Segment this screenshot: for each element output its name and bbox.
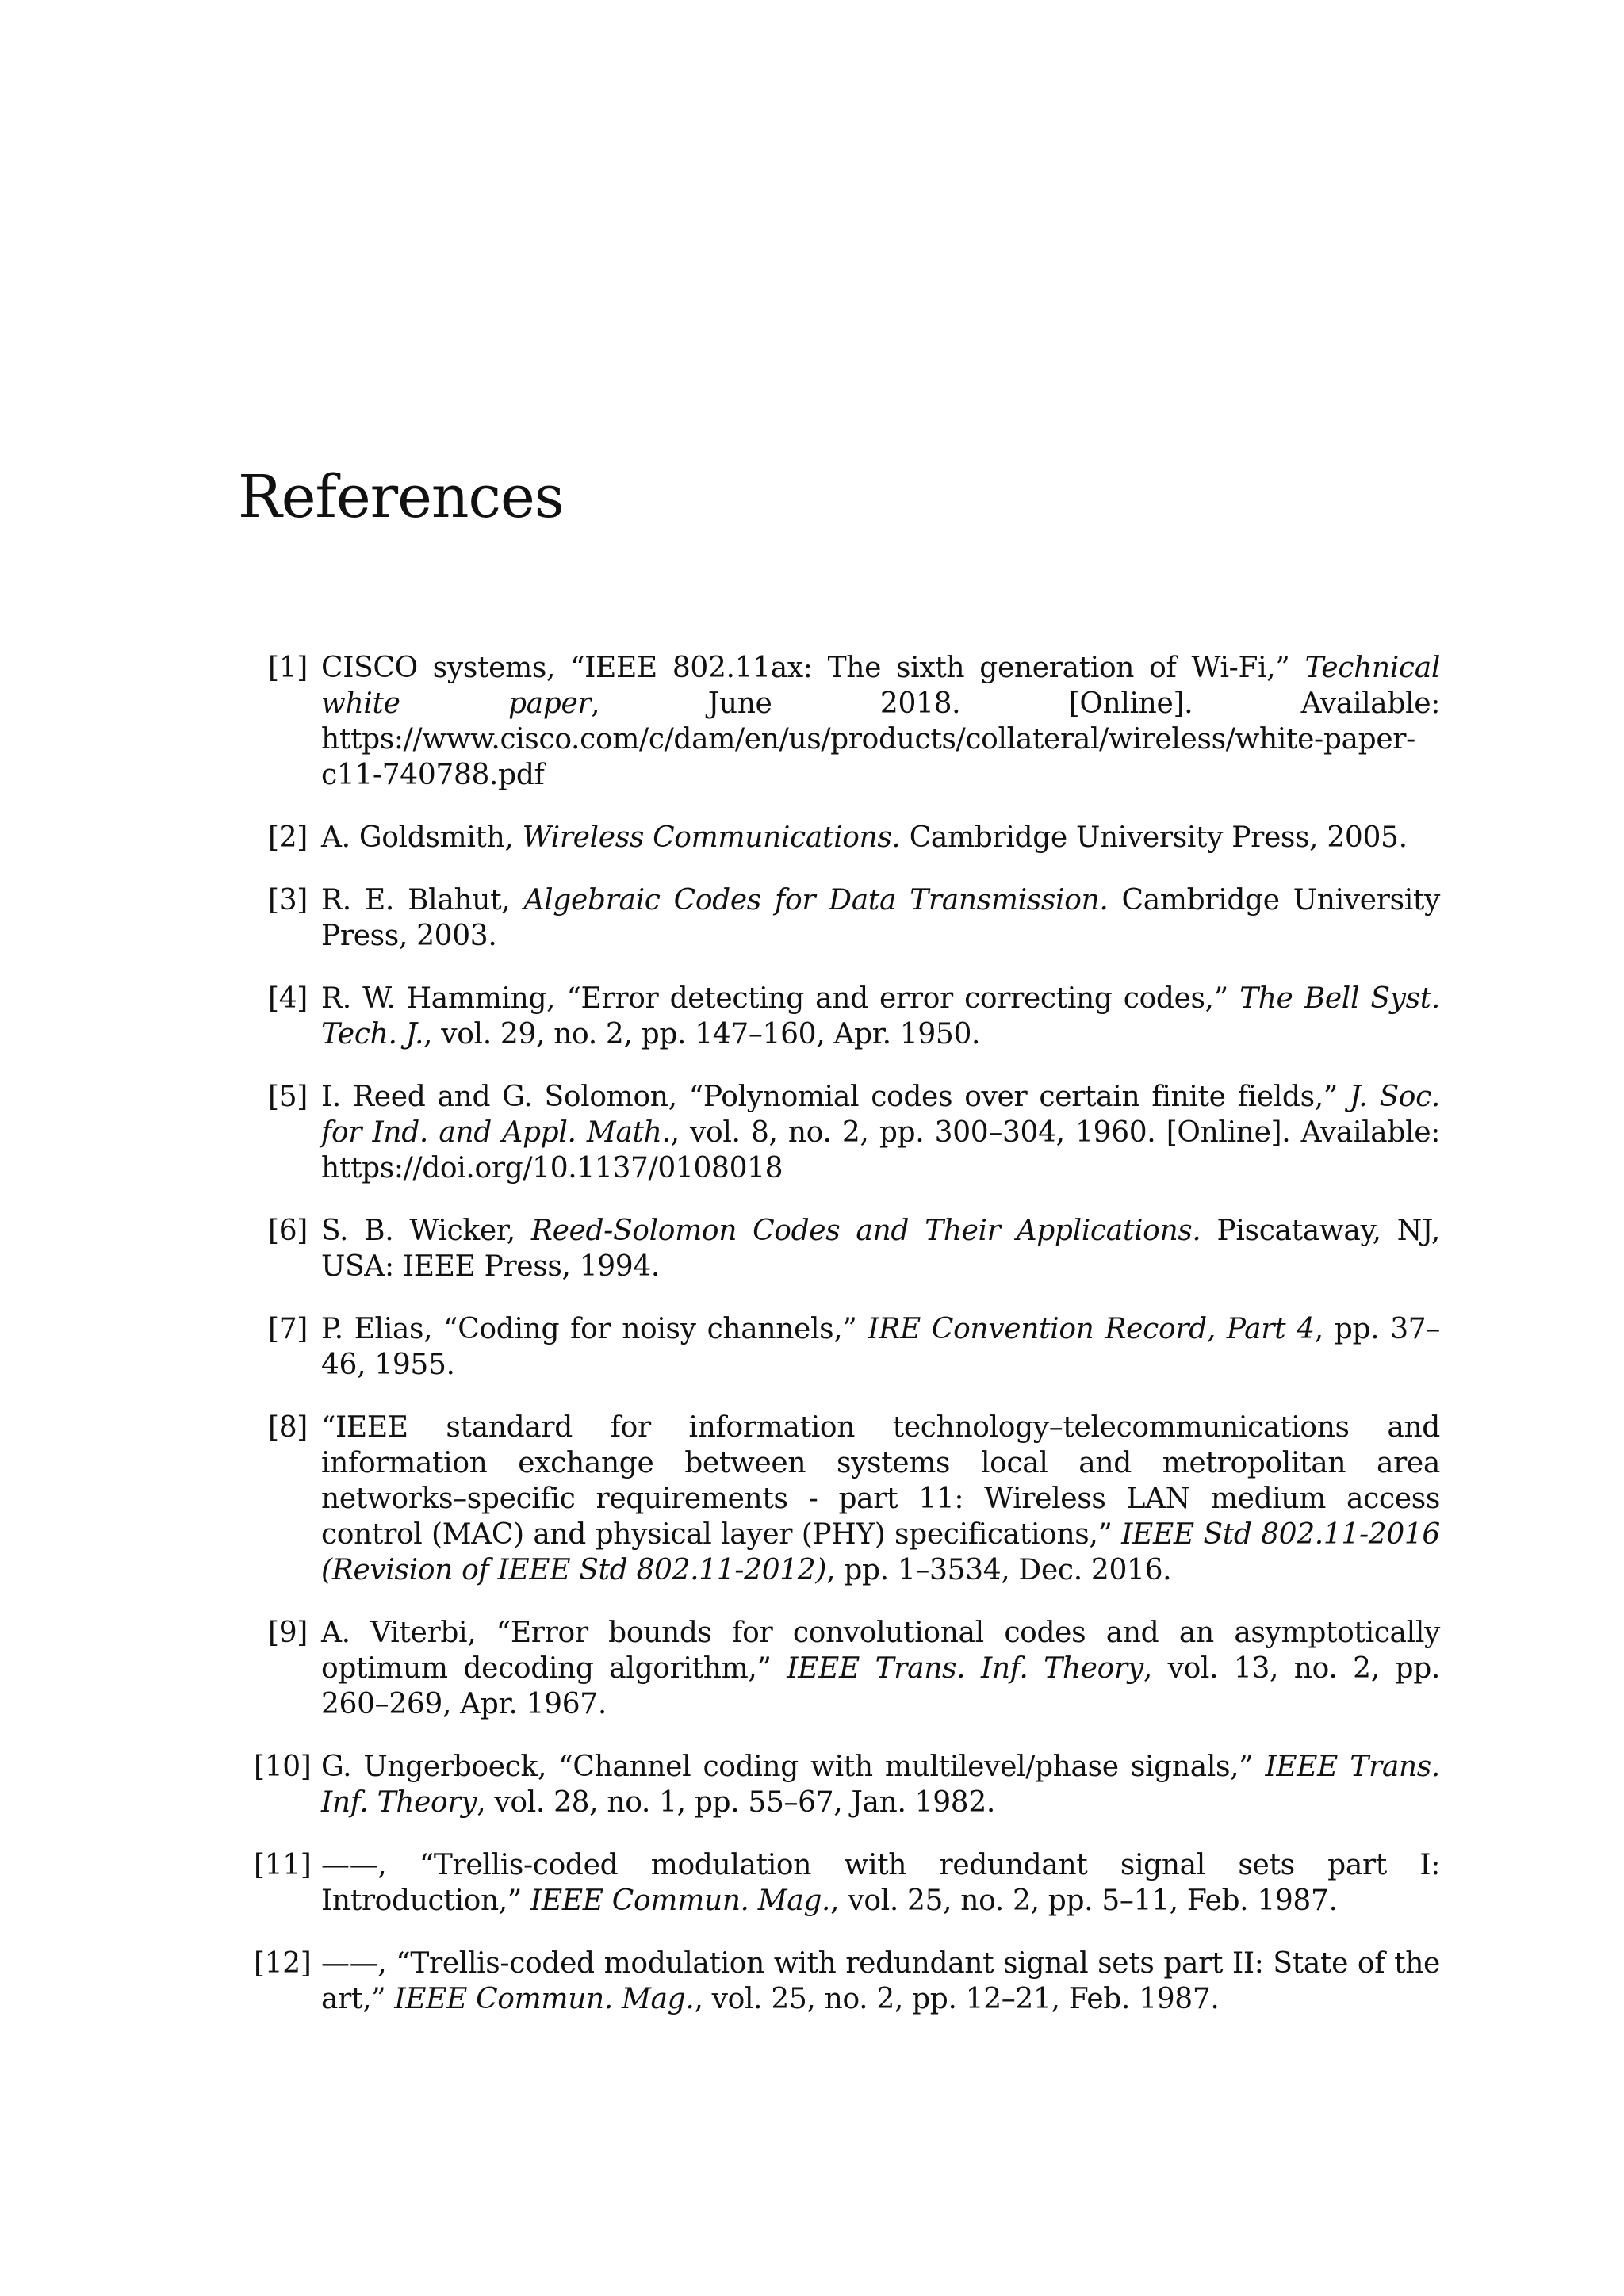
reference-item bbox=[254, 820, 1440, 855]
reference-venue-italic: IEEE Commun. Mag. bbox=[530, 1885, 831, 1917]
reference-text-segment: Cambridge University Press, 2003. bbox=[321, 884, 1440, 952]
reference-number: [5] bbox=[268, 1081, 308, 1113]
reference-venue-italic: Technical white paper bbox=[321, 652, 1440, 720]
reference-text-segment: , June 2018. [Online]. Available: https://www.cisco.com/c/dam/en/us/products/collateral/wireless/white-paper-c11-740788.pdf bbox=[321, 687, 1440, 791]
reference-text-segment: ——, “Trellis-coded modulation with redundant signal sets part I: Introduction,” bbox=[321, 1849, 1440, 1917]
reference-text bbox=[321, 652, 1440, 791]
reference-text-segment: “IEEE standard for information technology–telecommunications and information exchange between systems local and metropolitan area networks–specific requirements - part 11: Wireless LAN medium access control (MAC) and physical layer (PHY) specifications,” bbox=[321, 1411, 1440, 1551]
reference-venue-italic: Reed-Solomon Codes and Their Applications. bbox=[530, 1215, 1201, 1247]
reference-text bbox=[321, 1081, 1440, 1184]
reference-text-segment: , vol. 25, no. 2, pp. 5–11, Feb. 1987. bbox=[830, 1885, 1338, 1917]
reference-text bbox=[321, 821, 1408, 854]
reference-number: [10] bbox=[254, 1751, 312, 1783]
reference-text-segment: CISCO systems, “IEEE 802.11ax: The sixth generation of Wi-Fi,” bbox=[321, 652, 1305, 684]
reference-number: [6] bbox=[268, 1215, 308, 1247]
reference-text-segment: , pp. 37–46, 1955. bbox=[321, 1313, 1440, 1381]
reference-item bbox=[254, 1311, 1440, 1383]
reference-text-segment: , pp. 1–3534, Dec. 2016. bbox=[826, 1554, 1172, 1586]
reference-number: [1] bbox=[268, 652, 308, 684]
reference-number: [9] bbox=[268, 1617, 308, 1649]
reference-item bbox=[254, 650, 1440, 793]
reference-venue-italic: IEEE Std 802.11-2016 (Revision of IEEE Std 802.11-2012) bbox=[321, 1518, 1440, 1586]
reference-item bbox=[254, 1213, 1440, 1284]
reference-item bbox=[254, 981, 1440, 1052]
reference-number: [8] bbox=[268, 1411, 308, 1444]
reference-venue-italic: IRE Convention Record, Part 4 bbox=[868, 1313, 1315, 1345]
reference-text bbox=[321, 1751, 1440, 1819]
reference-venue-italic: The Bell Syst. Tech. J. bbox=[321, 982, 1440, 1050]
reference-text-segment: R. W. Hamming, “Error detecting and error correcting codes,” bbox=[321, 982, 1240, 1015]
reference-venue-italic: J. Soc. for Ind. and Appl. Math. bbox=[321, 1081, 1441, 1149]
reference-text-segment: , vol. 13, no. 2, pp. 260–269, Apr. 1967. bbox=[321, 1652, 1440, 1720]
reference-item bbox=[254, 1079, 1440, 1186]
reference-number: [3] bbox=[268, 884, 308, 916]
reference-number: [2] bbox=[268, 821, 308, 854]
reference-item bbox=[254, 1749, 1440, 1820]
reference-number: [11] bbox=[254, 1849, 312, 1881]
reference-list bbox=[254, 650, 1440, 2044]
reference-item bbox=[254, 1946, 1440, 2017]
reference-item bbox=[254, 1410, 1440, 1588]
reference-text-segment: ——, “Trellis-coded modulation with redundant signal sets part II: State of the art,” bbox=[321, 1947, 1440, 2015]
reference-venue-italic: Wireless Communications. bbox=[522, 821, 901, 854]
reference-text-segment: , vol. 8, no. 2, pp. 300–304, 1960. [Online]. Available: https://doi.org/10.1137/0108018 bbox=[321, 1116, 1440, 1184]
reference-text bbox=[321, 1849, 1440, 1917]
reference-venue-italic: IEEE Trans. Inf. Theory bbox=[787, 1652, 1143, 1685]
reference-text-segment: , vol. 29, no. 2, pp. 147–160, Apr. 1950. bbox=[423, 1018, 981, 1050]
reference-text-segment: Cambridge University Press, 2005. bbox=[900, 821, 1408, 854]
reference-item bbox=[254, 1847, 1440, 1919]
reference-text-segment: A. Goldsmith, bbox=[321, 821, 523, 854]
reference-item bbox=[254, 1615, 1440, 1722]
reference-number: [4] bbox=[268, 982, 308, 1015]
section-heading: References bbox=[238, 463, 564, 531]
reference-text bbox=[321, 884, 1440, 952]
reference-venue-italic: Algebraic Codes for Data Transmission. bbox=[523, 884, 1109, 916]
reference-item bbox=[254, 882, 1440, 954]
reference-number: [7] bbox=[268, 1313, 308, 1345]
reference-number: [12] bbox=[254, 1947, 312, 1980]
reference-venue-italic: IEEE Trans. Inf. Theory bbox=[321, 1751, 1440, 1819]
reference-venue-italic: IEEE Commun. Mag. bbox=[394, 1983, 695, 2015]
reference-text-segment: G. Ungerboeck, “Channel coding with multilevel/phase signals,” bbox=[321, 1751, 1266, 1783]
reference-text bbox=[321, 1617, 1440, 1720]
reference-text bbox=[321, 1313, 1440, 1381]
reference-text bbox=[321, 1947, 1440, 2015]
reference-text bbox=[321, 1411, 1440, 1586]
reference-text-segment: R. E. Blahut, bbox=[321, 884, 524, 916]
reference-text bbox=[321, 1215, 1440, 1283]
reference-text-segment: A. Viterbi, “Error bounds for convolutional codes and an asymptotically optimum decoding algorithm,” bbox=[321, 1617, 1440, 1685]
reference-text-segment: P. Elias, “Coding for noisy channels,” bbox=[321, 1313, 868, 1345]
reference-text-segment: , vol. 25, no. 2, pp. 12–21, Feb. 1987. bbox=[694, 1983, 1220, 2015]
reference-text bbox=[321, 982, 1440, 1050]
reference-text-segment: S. B. Wicker, bbox=[321, 1215, 531, 1247]
reference-text-segment: Piscataway, NJ, USA: IEEE Press, 1994. bbox=[321, 1215, 1440, 1283]
reference-text-segment: , vol. 28, no. 1, pp. 55–67, Jan. 1982. bbox=[477, 1786, 995, 1819]
reference-text-segment: I. Reed and G. Solomon, “Polynomial codes over certain finite fields,” bbox=[321, 1081, 1350, 1113]
